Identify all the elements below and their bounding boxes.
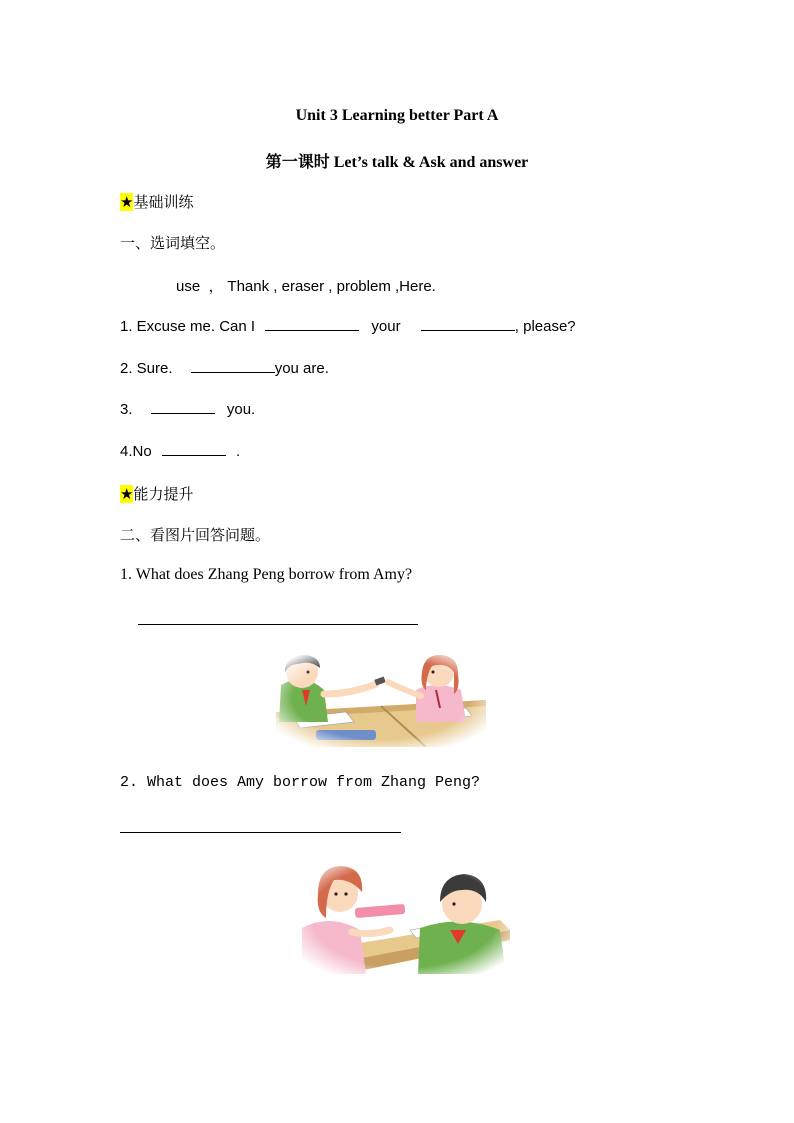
question-4-part-a: 4.No: [120, 443, 152, 460]
word-bank: use ， Thank , eraser , problem ,Here.: [176, 278, 436, 295]
section1-task: 一、选词填空。: [120, 234, 226, 252]
question-2-part-b: you are.: [274, 360, 329, 377]
answer-blank[interactable]: [265, 316, 359, 331]
question-4: [120, 441, 240, 460]
section2-heading-text: 能力提升: [133, 485, 194, 503]
section2-question-2: 2. What does Amy borrow from Zhang Peng?: [120, 774, 481, 791]
zhang-peng-amy-illustration: [276, 650, 486, 747]
lesson-subtitle-en: Let’s talk & Ask and answer: [333, 154, 529, 171]
section1-heading-text: 基础训练: [133, 193, 194, 211]
answer-blank[interactable]: [151, 399, 215, 414]
section2-heading: [120, 483, 193, 504]
question-3: [120, 399, 255, 418]
question-1-part-c: , please?: [514, 318, 576, 335]
section2-question-1: 1. What does Zhang Peng borrow from Amy?: [120, 566, 413, 583]
star-icon: ★: [120, 485, 134, 503]
question-3-part-b: you.: [226, 401, 256, 418]
lesson-subtitle-cn: 第一课时: [265, 152, 330, 171]
amy-zhang-peng-illustration: [300, 858, 510, 974]
question-1-part-b: your: [371, 318, 401, 335]
question-2-part-a: 2. Sure.: [120, 360, 173, 377]
question-1: [120, 316, 576, 335]
question-4-part-b: .: [236, 443, 241, 460]
question-1-part-a: 1. Excuse me. Can I: [120, 318, 256, 335]
section2-task: 二、看图片回答问题。: [120, 526, 271, 544]
answer-line[interactable]: [120, 832, 401, 833]
answer-blank[interactable]: [421, 316, 515, 331]
question-2: [120, 358, 329, 377]
answer-line[interactable]: [138, 624, 418, 625]
star-icon: ★: [120, 193, 134, 211]
section1-heading: [120, 191, 193, 212]
lesson-subtitle: [0, 149, 794, 172]
page-title: Unit 3 Learning better Part A: [295, 107, 499, 124]
answer-blank[interactable]: [162, 441, 226, 456]
answer-blank[interactable]: [191, 358, 275, 373]
question-3-part-a: 3.: [120, 401, 133, 418]
